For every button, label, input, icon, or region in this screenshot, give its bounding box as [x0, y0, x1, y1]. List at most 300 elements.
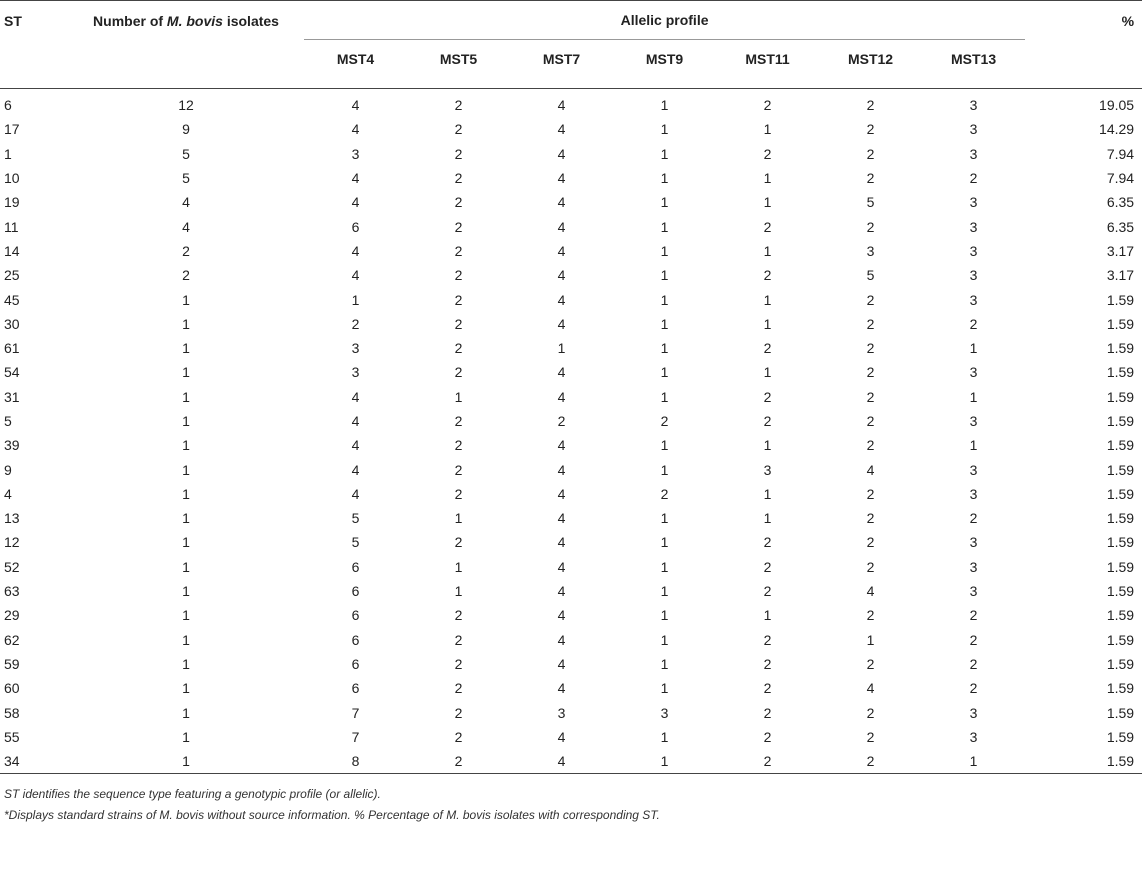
cell-st: 4 [4, 485, 12, 502]
table-row [0, 142, 1142, 166]
cell-st: 9 [4, 461, 12, 478]
cell-mst7: 4 [557, 631, 566, 648]
cell-percent: 7.94 [1106, 145, 1135, 162]
cell-st: 31 [4, 388, 20, 405]
table-row [0, 166, 1142, 190]
cell-st: 14 [4, 242, 20, 259]
cell-st: 1 [4, 145, 12, 162]
cell-mst13: 3 [969, 485, 978, 502]
cell-mst12: 2 [866, 704, 875, 721]
cell-mst9: 1 [660, 437, 669, 454]
cell-isolates: 12 [178, 97, 194, 114]
cell-mst5: 2 [454, 704, 463, 721]
table-row [0, 749, 1142, 774]
cell-mst13: 3 [969, 145, 978, 162]
cell-mst13: 3 [969, 121, 978, 138]
cell-isolates: 1 [182, 680, 190, 697]
cell-mst12: 4 [866, 461, 875, 478]
table-body [0, 89, 1142, 774]
header-locus-mst4: MST4 [336, 51, 375, 67]
cell-mst13: 3 [969, 218, 978, 235]
cell-mst11: 2 [763, 145, 772, 162]
table-row [0, 117, 1142, 141]
cell-st: 62 [4, 631, 20, 648]
cell-mst5: 2 [454, 655, 463, 672]
cell-mst12: 2 [866, 145, 875, 162]
cell-mst9: 1 [660, 680, 669, 697]
cell-mst12: 4 [866, 680, 875, 697]
cell-mst13: 3 [969, 583, 978, 600]
cell-mst12: 2 [866, 510, 875, 527]
cell-percent: 1.59 [1106, 728, 1135, 745]
cell-mst4: 7 [351, 728, 360, 745]
cell-isolates: 4 [182, 218, 190, 235]
cell-percent: 1.59 [1106, 364, 1135, 381]
cell-st: 19 [4, 194, 20, 211]
table-row [0, 385, 1142, 409]
cell-mst7: 4 [557, 388, 566, 405]
cell-mst5: 2 [454, 631, 463, 648]
header-number-suffix: isolates [222, 13, 279, 29]
cell-mst7: 4 [557, 194, 566, 211]
header-st: ST [0, 1, 68, 89]
cell-percent: 1.59 [1106, 680, 1135, 697]
cell-mst9: 1 [660, 534, 669, 551]
cell-mst11: 2 [763, 728, 772, 745]
cell-mst4: 5 [351, 534, 360, 551]
cell-mst7: 4 [557, 364, 566, 381]
cell-mst11: 1 [763, 242, 772, 259]
cell-mst4: 8 [351, 753, 360, 770]
cell-mst13: 2 [969, 315, 978, 332]
cell-mst5: 1 [454, 558, 463, 575]
cell-mst11: 1 [763, 437, 772, 454]
header-locus-mst7: MST7 [542, 51, 581, 67]
cell-mst7: 4 [557, 170, 566, 187]
cell-mst12: 2 [866, 170, 875, 187]
cell-isolates: 1 [182, 704, 190, 721]
cell-mst11: 2 [763, 534, 772, 551]
cell-mst12: 2 [866, 753, 875, 770]
table-row [0, 263, 1142, 287]
cell-mst4: 4 [351, 194, 360, 211]
cell-mst7: 4 [557, 534, 566, 551]
header-number-of-isolates [68, 1, 304, 89]
table-row [0, 214, 1142, 238]
header-spacer-cell [407, 78, 510, 89]
cell-mst7: 4 [557, 291, 566, 308]
cell-mst5: 2 [454, 291, 463, 308]
cell-mst11: 1 [763, 510, 772, 527]
cell-st: 34 [4, 753, 20, 770]
cell-mst5: 1 [454, 583, 463, 600]
cell-percent: 1.59 [1106, 631, 1135, 648]
cell-isolates: 1 [182, 437, 190, 454]
cell-mst9: 1 [660, 655, 669, 672]
table-row [0, 336, 1142, 360]
cell-st: 63 [4, 583, 20, 600]
cell-mst7: 4 [557, 485, 566, 502]
cell-isolates: 1 [182, 607, 190, 624]
cell-mst5: 2 [454, 607, 463, 624]
cell-mst5: 2 [454, 340, 463, 357]
cell-mst12: 5 [866, 267, 875, 284]
cell-mst11: 2 [763, 558, 772, 575]
cell-percent: 1.59 [1106, 655, 1135, 672]
cell-mst4: 6 [351, 655, 360, 672]
table-row [0, 89, 1142, 118]
cell-percent: 1.59 [1106, 340, 1135, 357]
cell-mst7: 4 [557, 461, 566, 478]
cell-mst11: 1 [763, 194, 772, 211]
cell-percent: 1.59 [1106, 607, 1135, 624]
cell-percent: 1.59 [1106, 583, 1135, 600]
cell-mst7: 3 [557, 704, 566, 721]
cell-mst5: 2 [454, 194, 463, 211]
cell-mst4: 4 [351, 121, 360, 138]
cell-mst4: 4 [351, 97, 360, 114]
cell-st: 55 [4, 728, 20, 745]
cell-mst12: 2 [866, 291, 875, 308]
cell-mst9: 1 [660, 631, 669, 648]
cell-mst7: 4 [557, 97, 566, 114]
cell-mst11: 1 [763, 291, 772, 308]
cell-mst9: 1 [660, 558, 669, 575]
cell-isolates: 1 [182, 315, 190, 332]
cell-mst7: 4 [557, 267, 566, 284]
footnote-st: ST identifies the sequence type featuring a genotypic profile (or allelic). [4, 787, 381, 802]
header-percent: % [1025, 1, 1142, 89]
cell-mst5: 2 [454, 170, 463, 187]
cell-isolates: 5 [182, 145, 190, 162]
cell-mst4: 2 [351, 315, 360, 332]
table-row [0, 312, 1142, 336]
cell-mst11: 1 [763, 121, 772, 138]
cell-isolates: 1 [182, 558, 190, 575]
cell-mst9: 1 [660, 607, 669, 624]
footnote-standard-strains: *Displays standard strains of M. bovis without source information. % Percentage of M. bovis isolates with corresponding ST. [4, 808, 660, 823]
cell-isolates: 1 [182, 364, 190, 381]
cell-mst7: 4 [557, 680, 566, 697]
cell-mst11: 2 [763, 655, 772, 672]
table-row [0, 433, 1142, 457]
cell-mst11: 1 [763, 315, 772, 332]
cell-mst13: 3 [969, 534, 978, 551]
table-row [0, 506, 1142, 530]
cell-isolates: 1 [182, 413, 190, 429]
cell-isolates: 1 [182, 388, 190, 405]
table-header [0, 1, 1142, 89]
cell-mst9: 1 [660, 218, 669, 235]
cell-mst13: 1 [969, 437, 978, 454]
cell-mst4: 3 [351, 145, 360, 162]
cell-mst12: 1 [866, 631, 875, 648]
cell-st: 54 [4, 364, 20, 381]
cell-mst13: 2 [969, 631, 978, 648]
cell-mst11: 1 [763, 364, 772, 381]
cell-mst4: 6 [351, 631, 360, 648]
cell-mst4: 4 [351, 461, 360, 478]
cell-st: 30 [4, 315, 20, 332]
cell-mst4: 4 [351, 170, 360, 187]
cell-mst7: 4 [557, 242, 566, 259]
cell-mst12: 2 [866, 315, 875, 332]
cell-mst12: 2 [866, 121, 875, 138]
table-row [0, 628, 1142, 652]
cell-mst11: 1 [763, 607, 772, 624]
cell-mst13: 3 [969, 242, 978, 259]
cell-mst9: 1 [660, 194, 669, 211]
cell-st: 11 [4, 218, 19, 235]
cell-isolates: 1 [182, 291, 190, 308]
cell-percent: 1.59 [1106, 510, 1135, 527]
cell-mst13: 2 [969, 680, 978, 697]
header-locus-mst11: MST11 [745, 51, 790, 67]
cell-isolates: 1 [182, 728, 190, 745]
cell-percent: 1.59 [1106, 388, 1135, 405]
cell-mst4: 6 [351, 680, 360, 697]
cell-mst11: 2 [763, 413, 772, 429]
cell-mst12: 4 [866, 583, 875, 600]
cell-mst11: 2 [763, 680, 772, 697]
cell-percent: 1.59 [1106, 485, 1135, 502]
cell-mst5: 1 [454, 388, 463, 405]
cell-percent: 6.35 [1106, 218, 1135, 235]
cell-isolates: 1 [182, 655, 190, 672]
cell-mst4: 6 [351, 583, 360, 600]
table-row [0, 652, 1142, 676]
cell-mst13: 3 [969, 194, 978, 211]
cell-mst12: 2 [866, 728, 875, 745]
header-allelic-profile: Allelic profile [304, 1, 1025, 40]
table-row [0, 287, 1142, 311]
cell-mst5: 2 [454, 413, 463, 429]
cell-mst13: 2 [969, 655, 978, 672]
cell-mst11: 2 [763, 218, 772, 235]
header-locus-mst13: MST13 [950, 51, 997, 67]
header-locus-mst5: MST5 [439, 51, 478, 67]
cell-mst13: 1 [969, 388, 978, 405]
cell-mst9: 1 [660, 583, 669, 600]
cell-mst13: 2 [969, 607, 978, 624]
cell-mst7: 4 [557, 558, 566, 575]
cell-mst12: 2 [866, 364, 875, 381]
cell-mst7: 4 [557, 655, 566, 672]
table-row [0, 700, 1142, 724]
cell-mst7: 4 [557, 437, 566, 454]
cell-mst4: 4 [351, 437, 360, 454]
cell-mst5: 2 [454, 680, 463, 697]
table-row [0, 482, 1142, 506]
header-spacer-cell [613, 78, 716, 89]
header-locus-mst9: MST9 [645, 51, 684, 67]
cell-mst7: 4 [557, 145, 566, 162]
cell-mst5: 2 [454, 364, 463, 381]
cell-st: 10 [4, 170, 20, 187]
table-row [0, 530, 1142, 554]
cell-mst13: 3 [969, 558, 978, 575]
cell-mst4: 3 [351, 364, 360, 381]
cell-st: 52 [4, 558, 20, 575]
cell-mst7: 4 [557, 583, 566, 600]
header-locus-mst12: MST12 [847, 51, 894, 67]
cell-mst11: 2 [763, 753, 772, 770]
cell-percent: 3.17 [1106, 267, 1135, 284]
cell-mst13: 2 [969, 170, 978, 187]
cell-mst9: 1 [660, 267, 669, 284]
cell-st: 58 [4, 704, 20, 721]
table-footnotes [0, 784, 1142, 826]
cell-mst5: 2 [454, 242, 463, 259]
cell-mst5: 2 [454, 534, 463, 551]
cell-mst12: 2 [866, 97, 875, 114]
cell-st: 6 [4, 97, 12, 114]
cell-mst9: 1 [660, 145, 669, 162]
cell-mst13: 3 [969, 728, 978, 745]
cell-isolates: 1 [182, 534, 190, 551]
cell-mst11: 3 [763, 461, 772, 478]
cell-percent: 1.59 [1106, 558, 1135, 575]
cell-isolates: 1 [182, 461, 190, 478]
cell-mst11: 2 [763, 388, 772, 405]
cell-mst4: 6 [351, 607, 360, 624]
table-row [0, 409, 1142, 433]
cell-mst4: 6 [351, 558, 360, 575]
cell-mst9: 1 [660, 364, 669, 381]
cell-isolates: 2 [182, 242, 190, 259]
cell-mst12: 2 [866, 218, 875, 235]
cell-st: 13 [4, 510, 20, 527]
cell-mst11: 2 [763, 631, 772, 648]
cell-mst11: 1 [763, 170, 772, 187]
cell-mst13: 3 [969, 267, 978, 284]
table-row [0, 603, 1142, 627]
cell-mst11: 2 [763, 704, 772, 721]
cell-mst5: 2 [454, 485, 463, 502]
cell-mst11: 2 [763, 583, 772, 600]
cell-mst11: 2 [763, 267, 772, 284]
cell-percent: 1.59 [1106, 413, 1135, 429]
table-row [0, 579, 1142, 603]
cell-isolates: 1 [182, 485, 190, 502]
cell-mst9: 1 [660, 291, 669, 308]
cell-mst12: 2 [866, 607, 875, 624]
cell-mst5: 2 [454, 315, 463, 332]
cell-isolates: 5 [182, 170, 190, 187]
cell-mst9: 1 [660, 728, 669, 745]
cell-mst12: 2 [866, 388, 875, 405]
cell-mst5: 2 [454, 267, 463, 284]
cell-mst4: 4 [351, 485, 360, 502]
header-number-italic: M. bovis [166, 13, 223, 29]
cell-st: 29 [4, 607, 20, 624]
cell-mst5: 2 [454, 121, 463, 138]
cell-st: 45 [4, 291, 20, 308]
cell-mst9: 3 [660, 704, 669, 721]
cell-mst13: 3 [969, 413, 978, 429]
cell-mst4: 4 [351, 242, 360, 259]
cell-percent: 1.59 [1106, 437, 1135, 454]
header-spacer-cell [716, 78, 819, 89]
cell-mst12: 2 [866, 534, 875, 551]
cell-percent: 1.59 [1106, 534, 1135, 551]
cell-mst7: 2 [557, 413, 566, 429]
cell-mst5: 2 [454, 97, 463, 114]
cell-mst13: 3 [969, 97, 978, 114]
cell-mst9: 1 [660, 315, 669, 332]
cell-percent: 1.59 [1106, 315, 1135, 332]
cell-mst7: 4 [557, 315, 566, 332]
cell-percent: 1.59 [1106, 461, 1135, 478]
cell-isolates: 1 [182, 583, 190, 600]
cell-mst9: 2 [660, 485, 669, 502]
cell-mst12: 2 [866, 655, 875, 672]
cell-mst9: 1 [660, 388, 669, 405]
cell-mst9: 1 [660, 242, 669, 259]
cell-mst4: 7 [351, 704, 360, 721]
cell-st: 5 [4, 413, 12, 429]
cell-st: 17 [4, 121, 20, 138]
cell-mst12: 2 [866, 485, 875, 502]
cell-mst7: 4 [557, 121, 566, 138]
cell-mst9: 1 [660, 340, 669, 357]
cell-percent: 14.29 [1099, 121, 1135, 138]
cell-mst9: 1 [660, 170, 669, 187]
cell-mst4: 4 [351, 267, 360, 284]
cell-mst13: 2 [969, 510, 978, 527]
cell-mst4: 4 [351, 413, 360, 429]
cell-mst9: 1 [660, 753, 669, 770]
header-spacer-cell [922, 78, 1025, 89]
cell-mst13: 3 [969, 704, 978, 721]
cell-isolates: 1 [182, 631, 190, 648]
cell-mst7: 4 [557, 218, 566, 235]
cell-mst12: 2 [866, 340, 875, 357]
table-row [0, 239, 1142, 263]
cell-st: 59 [4, 655, 20, 672]
cell-mst11: 1 [763, 485, 772, 502]
cell-mst4: 3 [351, 340, 360, 357]
cell-mst5: 2 [454, 145, 463, 162]
cell-mst9: 1 [660, 461, 669, 478]
cell-st: 39 [4, 437, 20, 454]
cell-mst9: 1 [660, 121, 669, 138]
cell-percent: 6.35 [1106, 194, 1135, 211]
cell-mst11: 2 [763, 340, 772, 357]
cell-mst12: 2 [866, 437, 875, 454]
table-row [0, 190, 1142, 214]
cell-isolates: 9 [182, 121, 190, 138]
cell-percent: 1.59 [1106, 291, 1135, 308]
cell-percent: 7.94 [1106, 170, 1135, 187]
cell-mst4: 6 [351, 218, 360, 235]
cell-st: 25 [4, 267, 20, 284]
table-row [0, 457, 1142, 481]
cell-mst5: 2 [454, 437, 463, 454]
cell-isolates: 1 [182, 753, 190, 770]
cell-mst9: 1 [660, 97, 669, 114]
cell-mst9: 2 [660, 413, 669, 429]
cell-mst5: 1 [454, 510, 463, 527]
cell-percent: 19.05 [1099, 97, 1135, 114]
cell-isolates: 1 [182, 510, 190, 527]
cell-isolates: 1 [182, 340, 190, 357]
cell-mst5: 2 [454, 753, 463, 770]
header-spacer-cell [304, 78, 407, 89]
cell-mst12: 2 [866, 558, 875, 575]
header-spacer-cell [510, 78, 613, 89]
cell-isolates: 4 [182, 194, 190, 211]
